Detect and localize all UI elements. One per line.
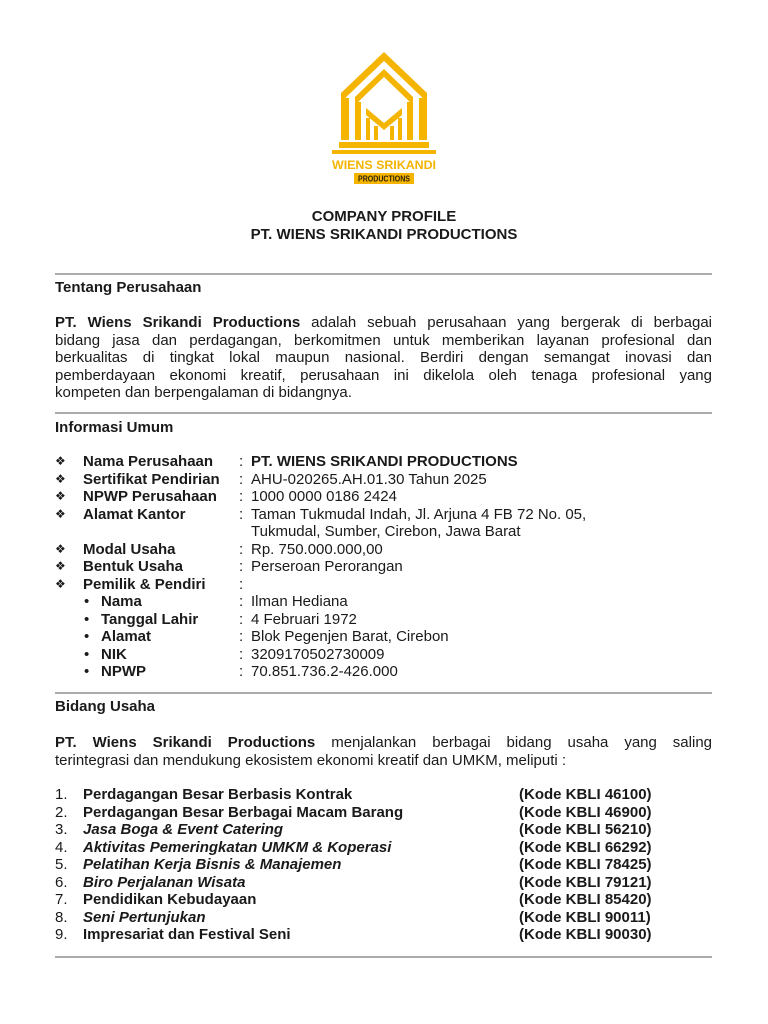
item-name: Perdagangan Besar Berbasis Kontrak [83, 786, 353, 803]
address-line: Taman Tukmudal Indah, Jl. Arjuna 4 FB 72 No. 05, [251, 505, 587, 523]
owner-value: Ilman Hediana [251, 593, 348, 610]
company-logo [329, 48, 439, 188]
item-name: Biro Perjalanan Wisata [83, 873, 246, 891]
owner-value: 3209170502730009 [251, 645, 385, 663]
owner-label: Nama [101, 593, 142, 610]
address-line: Tukmudal, Sumber, Cirebon, Jawa Barat [251, 523, 521, 540]
logo-center-chevron [366, 108, 402, 130]
paragraph-line [55, 314, 712, 332]
info-value: PT. WIENS SRIKANDI PRODUCTIONS [251, 453, 518, 470]
logo-wordmark: WIENS SRIKANDI [332, 158, 436, 172]
info-separator: : [239, 470, 244, 488]
item-number: 8. [55, 908, 68, 926]
item-number: 1. [55, 786, 68, 803]
logo-mark [332, 52, 436, 184]
owner-row [55, 663, 712, 681]
dot-bullet-icon [55, 646, 101, 664]
logo-stripe [390, 126, 394, 140]
item-name: Perdagangan Besar Berbagai Macam Barang [83, 803, 404, 821]
logo-wall-outer-right [419, 98, 427, 140]
info-value: AHU-020265.AH.01.30 Tahun 2025 [251, 470, 487, 488]
diamond-bullet-icon [55, 558, 83, 576]
logo-stripe [398, 118, 402, 140]
item-number: 9. [55, 926, 68, 943]
info-separator: : [239, 663, 244, 680]
item-kbli-code: (Kode KBLI 79121) [519, 873, 652, 891]
info-row [55, 471, 712, 489]
divider [55, 692, 712, 694]
dot-bullet-icon [55, 611, 101, 629]
paragraph-line: berkualitas di tingkat lokal maupun nasional. Berdiri dengan semangat inovasi dan [55, 349, 712, 366]
paragraph-text: menjalankan berbagai bidang usaha yang saling [331, 734, 712, 751]
paragraph-line [55, 734, 712, 752]
item-name: Jasa Boga & Event Catering [83, 821, 284, 838]
diamond-bullet-icon [55, 506, 83, 541]
company-name-lead: PT. Wiens Srikandi Productions [55, 734, 316, 751]
item-kbli-code: (Kode KBLI 85420) [519, 891, 652, 908]
owner-row [55, 628, 712, 646]
item-number: 7. [55, 891, 68, 908]
info-separator: : [239, 575, 244, 593]
company-title: PT. WIENS SRIKANDI PRODUCTIONS [250, 226, 518, 243]
document-title: COMPANY PROFILE [311, 208, 457, 225]
owner-value: 70.851.736.2-426.000 [251, 663, 398, 680]
business-item [55, 856, 712, 874]
owner-label: Alamat [101, 628, 152, 645]
info-separator: : [239, 453, 244, 470]
section-heading-business: Bidang Usaha [55, 698, 156, 715]
logo-base-upper [339, 142, 429, 148]
logo-base-lower [332, 150, 436, 154]
info-label: Nama Perusahaan [83, 453, 214, 470]
item-number: 2. [55, 803, 68, 821]
business-item [55, 909, 712, 927]
dot-bullet-icon [55, 593, 101, 611]
logo-stripe [366, 118, 370, 140]
item-name: Impresariat dan Festival Seni [83, 926, 291, 943]
diamond-bullet-icon [55, 541, 83, 559]
info-separator: : [239, 505, 244, 523]
business-item [55, 891, 712, 909]
item-name: Seni Pertunjukan [83, 908, 206, 926]
logo-wall-inner-left [355, 102, 361, 140]
info-separator: : [239, 628, 244, 645]
divider [55, 956, 712, 958]
item-number: 4. [55, 838, 68, 856]
item-name: Pendidikan Kebudayaan [83, 891, 257, 908]
paragraph-line: terintegrasi dan mendukung ekosistem ekonomi kreatif dan UMKM, meliputi : [55, 751, 567, 769]
info-separator: : [239, 558, 244, 575]
info-separator: : [239, 488, 244, 505]
diamond-bullet-icon [55, 453, 83, 471]
item-kbli-code: (Kode KBLI 56210) [519, 821, 652, 838]
business-item [55, 821, 712, 839]
section-heading-about: Tentang Perusahaan [55, 279, 202, 296]
business-item [55, 874, 712, 892]
owner-row [55, 611, 712, 629]
item-kbli-code: (Kode KBLI 46900) [519, 803, 652, 821]
company-name-lead: PT. Wiens Srikandi Productions [55, 314, 301, 331]
logo-wall-inner-right [407, 102, 413, 140]
item-kbli-code: (Kode KBLI 78425) [519, 856, 652, 873]
item-number: 3. [55, 821, 68, 838]
item-number: 5. [55, 856, 68, 873]
divider [55, 273, 712, 275]
info-label: NPWP Perusahaan [83, 488, 217, 505]
paragraph-line: kompeten dan berpengalaman di bidangnya. [55, 384, 352, 401]
owner-value: Blok Pegenjen Barat, Cirebon [251, 628, 449, 645]
owner-row [55, 646, 712, 664]
owner-label: NPWP [101, 663, 146, 680]
info-label: Sertifikat Pendirian [83, 470, 220, 488]
info-value: 1000 0000 0186 2424 [251, 488, 397, 505]
item-name: Pelatihan Kerja Bisnis & Manajemen [83, 856, 342, 873]
diamond-bullet-icon [55, 471, 83, 489]
about-paragraph [55, 314, 712, 402]
info-value [251, 506, 712, 541]
item-number: 6. [55, 873, 68, 891]
info-list [55, 453, 712, 681]
business-item [55, 804, 712, 822]
info-value: Perseroan Perorangan [251, 558, 403, 575]
info-row [55, 488, 712, 506]
info-row [55, 576, 712, 594]
business-item [55, 839, 712, 857]
dot-bullet-icon [55, 628, 101, 646]
business-paragraph [55, 734, 712, 769]
business-item [55, 786, 712, 804]
owner-label: NIK [101, 645, 127, 663]
item-kbli-code: (Kode KBLI 90011) [519, 908, 651, 926]
section-heading-info: Informasi Umum [55, 419, 174, 436]
info-value [251, 576, 712, 594]
info-label: Modal Usaha [83, 540, 176, 558]
info-separator: : [239, 593, 244, 610]
diamond-bullet-icon [55, 488, 83, 506]
owner-value: 4 Februari 1972 [251, 610, 357, 628]
info-label: Alamat Kantor [83, 505, 186, 523]
divider [55, 412, 712, 414]
info-separator: : [239, 540, 244, 558]
item-kbli-code: (Kode KBLI 46100) [519, 786, 652, 803]
item-kbli-code: (Kode KBLI 66292) [519, 838, 652, 856]
logo-tagline: PRODUCTIONS [358, 174, 411, 184]
business-item [55, 926, 712, 944]
info-separator: : [239, 610, 244, 628]
info-row [55, 558, 712, 576]
info-value: Rp. 750.000.000,00 [251, 540, 383, 558]
diamond-bullet-icon [55, 576, 83, 594]
info-row [55, 541, 712, 559]
owner-label: Tanggal Lahir [101, 610, 199, 628]
paragraph-line: bidang jasa dan perdagangan, berkomitmen untuk memberikan layanan profesional dan [55, 331, 712, 349]
paragraph-line: pemberdayaan ekonomi kreatif, perusahaan ini dikelola oleh tenaga profesional yang [55, 366, 712, 384]
item-name: Aktivitas Pemeringkatan UMKM & Koperasi [83, 838, 392, 856]
item-kbli-code: (Kode KBLI 90030) [519, 926, 652, 943]
paragraph-text: adalah sebuah perusahaan yang bergerak di berbagai [311, 314, 713, 331]
logo-stripe [374, 126, 378, 140]
info-row [55, 506, 712, 541]
info-label: Bentuk Usaha [83, 558, 184, 575]
info-separator: : [239, 645, 244, 663]
business-list [55, 786, 712, 944]
dot-bullet-icon [55, 663, 101, 681]
info-row [55, 453, 712, 471]
info-label: Pemilik & Pendiri [83, 575, 206, 593]
logo-wall-outer-left [341, 98, 349, 140]
owner-row [55, 593, 712, 611]
